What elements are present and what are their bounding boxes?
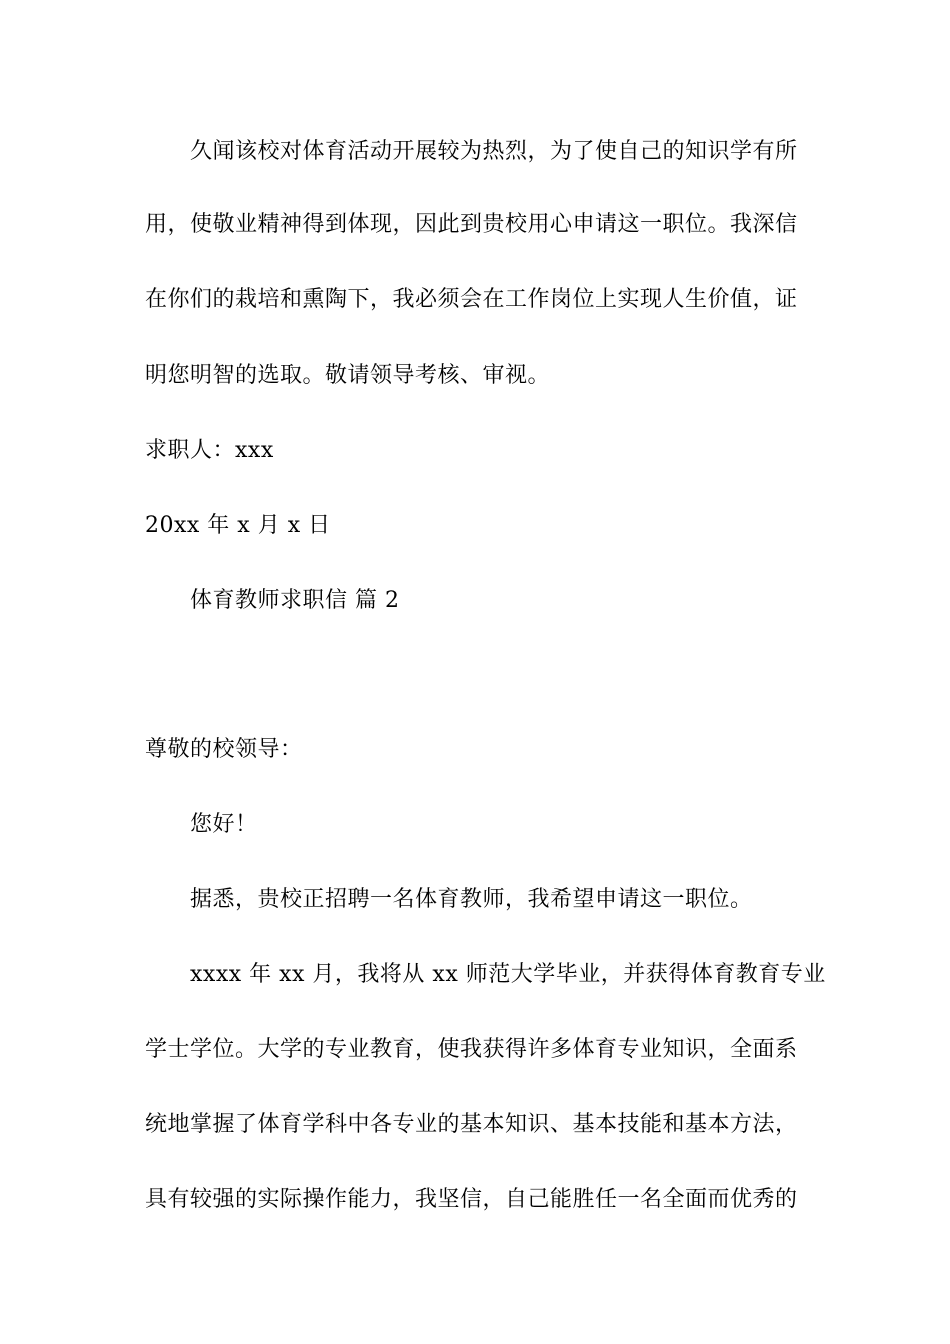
paragraph-3-line-1: xxxx 年 xx 月，我将从 xx 师范大学毕业，并获得体育教育专业 [190, 962, 826, 987]
paragraph-1-line-3: 在你们的栽培和熏陶下，我必须会在工作岗位上实现人生价值，证 [145, 287, 798, 312]
salutation: 尊敬的校领导： [145, 737, 303, 762]
paragraph-1-line-1: 久闻该校对体育活动开展较为热烈，为了使自己的知识学有所 [190, 139, 798, 164]
paragraph-3-line-4: 具有较强的实际操作能力，我坚信，自己能胜任一名全面而优秀的 [145, 1187, 798, 1212]
applicant-line: 求职人：xxx [145, 438, 274, 463]
greeting: 您好！ [190, 812, 258, 837]
section-title: 体育教师求职信 篇 2 [190, 588, 400, 613]
date-line: 20xx 年 x 月 x 日 [145, 513, 331, 538]
paragraph-1-line-4: 明您明智的选取。敬请领导考核、审视。 [145, 363, 551, 388]
paragraph-1-line-2: 用，使敬业精神得到体现，因此到贵校用心申请这一职位。我深信 [145, 212, 798, 237]
paragraph-3-line-2: 学士学位。大学的专业教育，使我获得许多体育专业知识，全面系 [145, 1037, 798, 1062]
paragraph-2: 据悉，贵校正招聘一名体育教师，我希望申请这一职位。 [190, 887, 753, 912]
paragraph-3-line-3: 统地掌握了体育学科中各专业的基本知识、基本技能和基本方法， [145, 1112, 798, 1137]
